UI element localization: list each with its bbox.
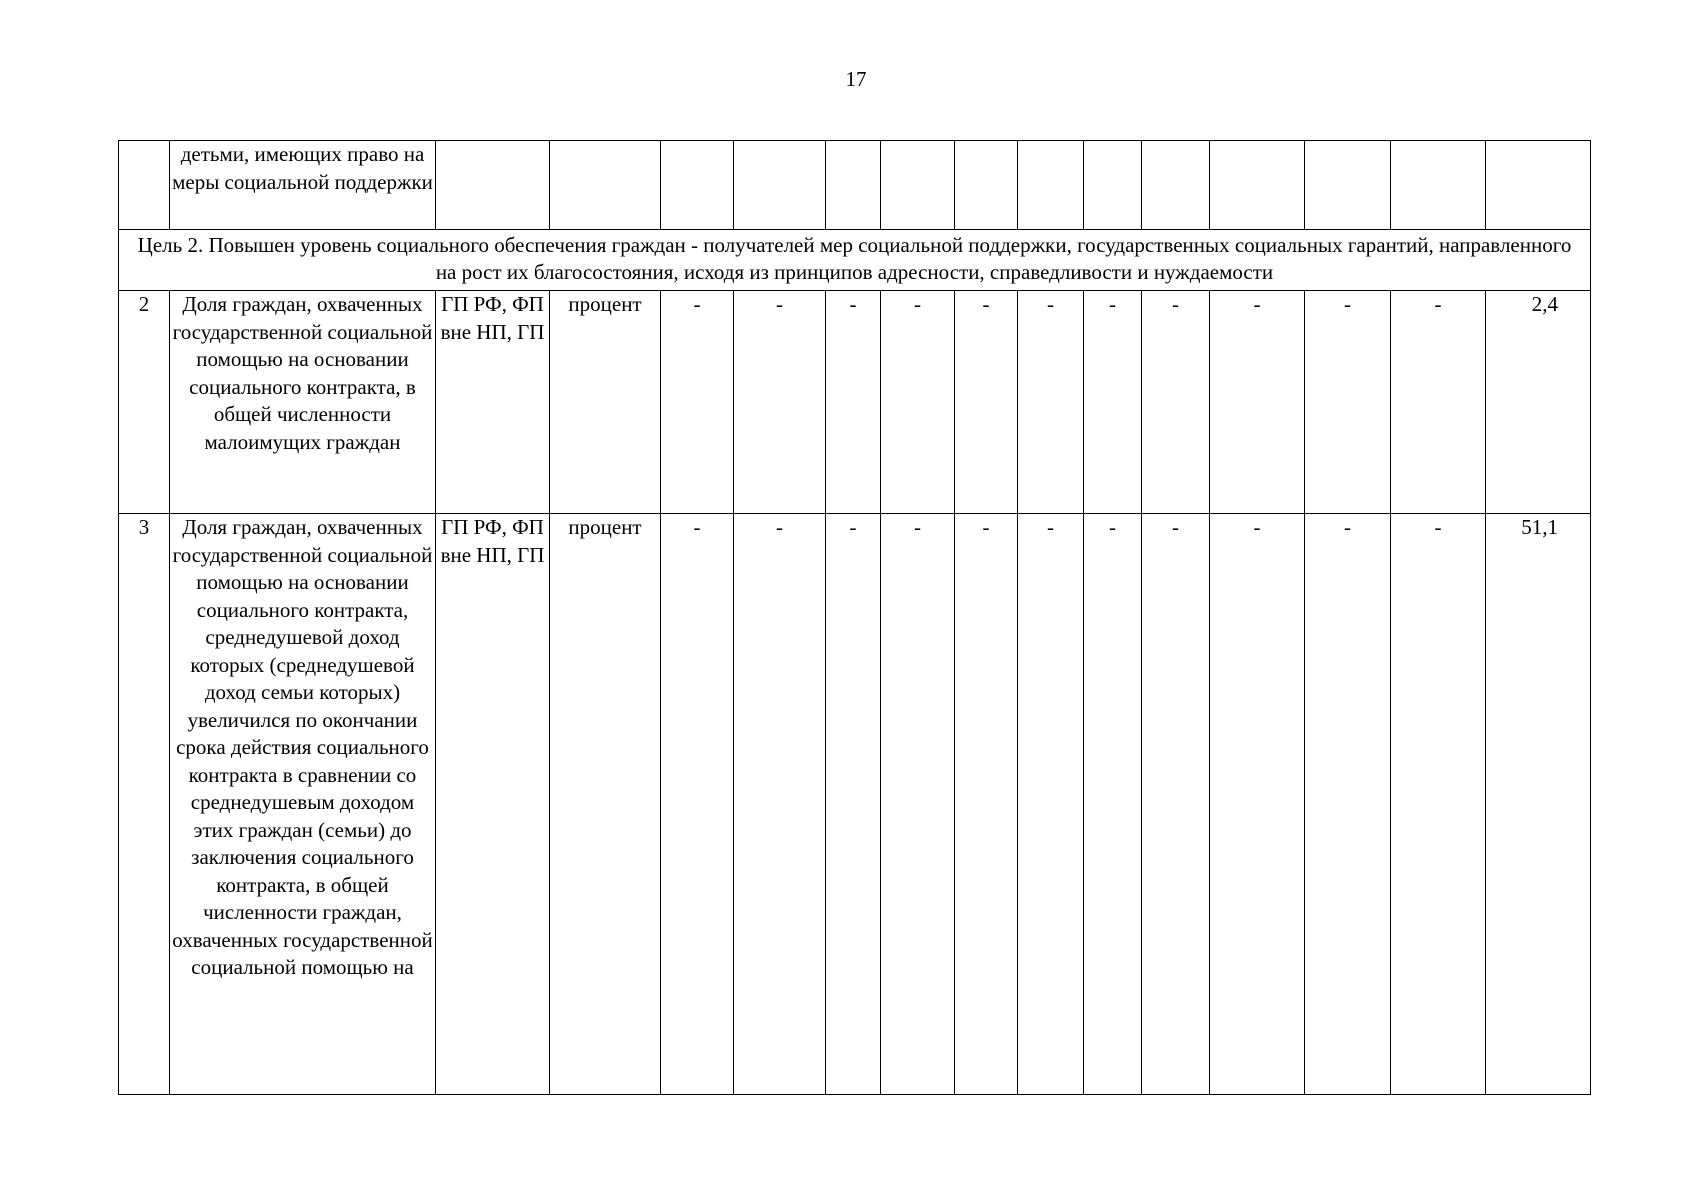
cell-num-empty	[119, 141, 170, 230]
cell-empty	[661, 141, 734, 230]
value-dash: -	[1210, 291, 1305, 514]
table-row	[119, 514, 1591, 1095]
cell-empty	[955, 141, 1018, 230]
value-dash: -	[955, 291, 1018, 514]
cell-empty	[881, 141, 955, 230]
value-dash: -	[734, 291, 826, 514]
value-dash: -	[1305, 291, 1391, 514]
value-dash: -	[734, 514, 826, 1095]
value-dash: -	[1142, 291, 1210, 514]
indicator-level: ГП РФ, ФП вне НП, ГП	[436, 291, 550, 514]
value-dash: -	[1018, 514, 1084, 1095]
cell-empty	[1084, 141, 1142, 230]
cell-empty	[1210, 141, 1305, 230]
value-dash: -	[881, 291, 955, 514]
cell-empty	[826, 141, 881, 230]
table-row	[119, 291, 1591, 514]
value-dash: -	[1084, 291, 1142, 514]
value-dash: -	[1018, 291, 1084, 514]
value-dash: -	[826, 291, 881, 514]
cell-empty	[1142, 141, 1210, 230]
value-dash: -	[661, 291, 734, 514]
page-number: 17	[845, 67, 867, 91]
row-number: 3	[119, 514, 170, 1095]
value-dash: -	[1142, 514, 1210, 1095]
value-dash: -	[661, 514, 734, 1095]
value-dash: -	[1391, 514, 1486, 1095]
value-dash: -	[1210, 514, 1305, 1095]
row-number: 2	[119, 291, 170, 514]
indicators-table	[118, 140, 1591, 1095]
cell-empty	[1391, 141, 1486, 230]
cell-name-continuation: детьми, имеющих право на меры социальной поддержки	[170, 141, 436, 230]
value-dash: -	[955, 514, 1018, 1095]
unit-of-measure: процент	[550, 291, 661, 514]
indicator-name: Доля граждан, охваченных государственной социальной помощью на основании социального контракта, в общей численности малоимущих граждан	[170, 291, 436, 514]
final-value: 2,4	[1486, 291, 1591, 514]
cell-empty	[550, 141, 661, 230]
value-dash: -	[1391, 291, 1486, 514]
goal-heading: Цель 2. Повышен уровень социального обеспечения граждан - получателей мер социальной поддержки, государственных социальных гарантий, направленного на рост их благосостояния, исходя из принципов адресности, справедливости и нуждаемости	[119, 230, 1591, 291]
cell-empty	[734, 141, 826, 230]
cell-empty	[1018, 141, 1084, 230]
value-dash: -	[826, 514, 881, 1095]
table-row-goal	[119, 230, 1591, 291]
cell-empty	[436, 141, 550, 230]
value-dash: -	[1084, 514, 1142, 1095]
indicator-level: ГП РФ, ФП вне НП, ГП	[436, 514, 550, 1095]
cell-empty	[1305, 141, 1391, 230]
indicator-name: Доля граждан, охваченных государственной социальной помощью на основании социального контракта, среднедушевой доход которых (среднедушевой доход семьи которых) увеличился по окончании срока действия социального контракта в сравнении со среднедушевым доходом этих граждан (семьи) до заключения социального контракта, в общей численности граждан, охваченных государственной социальной помощью на	[170, 514, 436, 1095]
value-dash: -	[1305, 514, 1391, 1095]
cell-empty	[1486, 141, 1591, 230]
table-row-continuation	[119, 141, 1591, 230]
final-value: 51,1	[1486, 514, 1591, 1095]
unit-of-measure: процент	[550, 514, 661, 1095]
value-dash: -	[881, 514, 955, 1095]
